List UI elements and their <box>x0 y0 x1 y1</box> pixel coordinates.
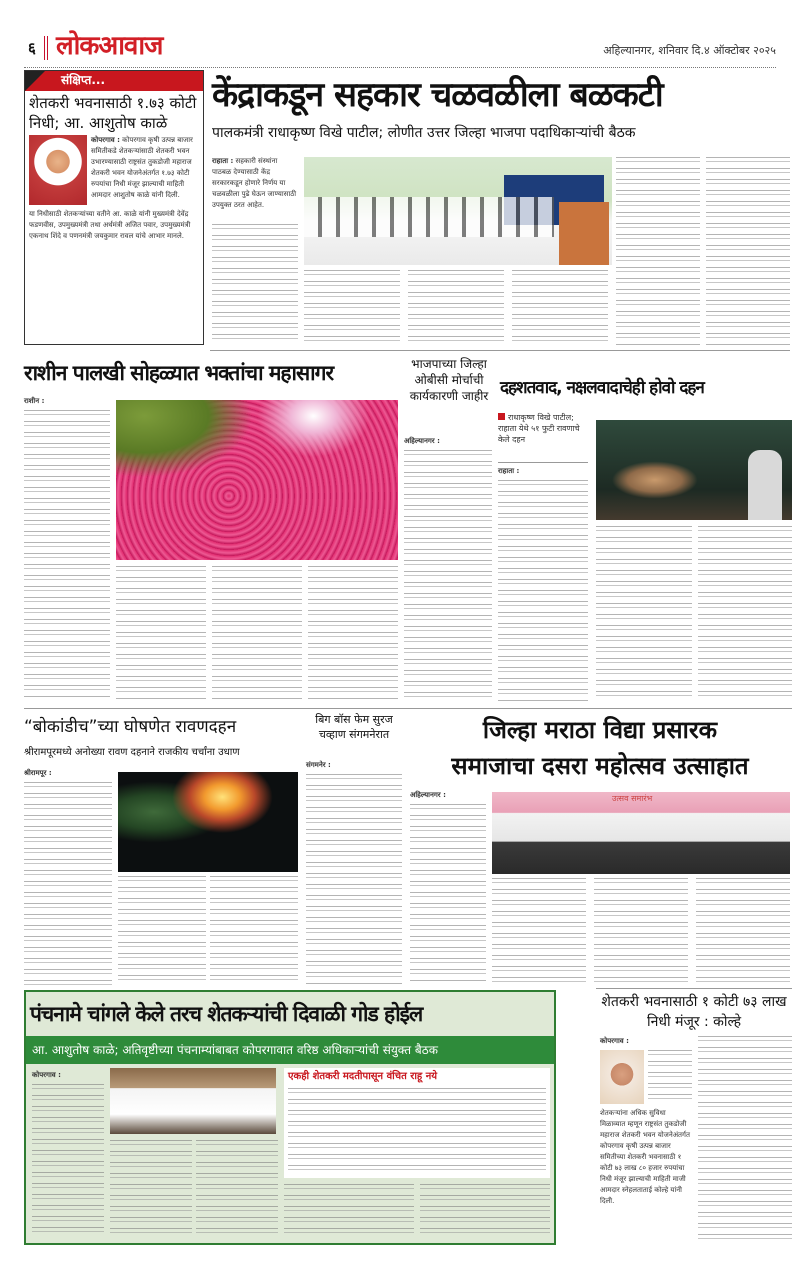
bokandi-column-2 <box>118 876 206 986</box>
rashin-column-3 <box>212 566 302 700</box>
masthead-divider <box>44 36 48 60</box>
panchnama-inset-title: एकही शेतकरी मदतीपासून वंचित राहू नये <box>288 1071 438 1082</box>
panchnama-inset <box>284 1068 550 1178</box>
panchnama-column-3 <box>196 1140 278 1237</box>
terror-column-1 <box>498 480 588 701</box>
obc-column <box>404 450 492 702</box>
page-number: ६ <box>28 39 36 57</box>
mla-photo <box>29 135 87 205</box>
bokandi-column-3 <box>210 876 298 986</box>
maratha-column-1 <box>410 804 486 984</box>
terror-photo-ravan <box>596 420 792 520</box>
panchnama-column-1 <box>32 1084 104 1237</box>
terror-dateline: राहाता : <box>498 467 520 475</box>
bokandi-dateline: श्रीरामपूर : <box>24 769 52 777</box>
panchnama-photo-meeting <box>110 1068 276 1134</box>
lead-column-5 <box>616 157 700 345</box>
lead-dateline: राहाता : <box>212 157 234 165</box>
terror-bullet: राधाकृष्ण विखे पाटील; राहाता येथे ५१ फुटी रावणाचे केले दहन <box>498 413 580 444</box>
panchnama-column-4 <box>284 1184 414 1238</box>
briefs-box <box>24 70 204 345</box>
maratha-headline-line2: समाजाचा दसरा महोत्सव उत्साहात <box>451 752 749 780</box>
kolhe-lead: शेतकऱ्यांना अधिक सुविधा मिळाव्यात म्हणून राष्ट्रसंत तुकडोजी महाराज शेतकरी भवन योजनेअंतर्गत कोपरगाव कृषी उत्पन्न बाजार समितीच्या शेतकरी भवनासाठी १ कोटी ७३ लाख ८० हजार रुपयांचा निधी मंजूर झाल्याची माहिती माजी आमदार स्नेहलताताई कोल्हे यांनी दिली. <box>600 1109 690 1205</box>
rashin-photo-crowd <box>116 400 398 560</box>
masthead-rule <box>24 67 776 68</box>
panchnama-column-2 <box>110 1140 192 1237</box>
rashin-column-1 <box>24 410 110 700</box>
rashin-column-4 <box>308 566 398 700</box>
bokandi-photo-fire <box>118 772 298 872</box>
maratha-dateline: अहिल्यानगर : <box>410 791 446 799</box>
bokandi-headline: “बोकांडीच”च्या घोषणेत रावणदहन <box>24 717 237 737</box>
middle-rule <box>24 708 792 709</box>
bokandi-subhead: श्रीरामपूरमध्ये अनोख्या रावण दहनाने राजकीय चर्चांना उधाण <box>24 747 240 758</box>
dateline: अहिल्यानगर, शनिवार दि.४ ऑक्टोबर २०२५ <box>603 44 776 57</box>
kolhe-top-rule <box>596 988 792 989</box>
lead-subhead: पालकमंत्री राधाकृष्ण विखे पाटील; लोणीत उत्तर जिल्हा भाजपा पदाधिकाऱ्यांची बैठक <box>212 125 636 141</box>
terror-bullet-rule <box>498 462 588 463</box>
maratha-column-2 <box>492 878 586 984</box>
bigboss-dateline: संगमनेर : <box>306 761 331 769</box>
kolhe-headline: शेतकरी भवनासाठी १ कोटी ७३ लाख निधी मंजूर : कोल्हे <box>601 994 787 1030</box>
kolhe-column-1 <box>648 1050 692 1104</box>
briefs-title: शेतकरी भवनासाठी १.७३ कोटी निधी; आ. आशुतोष काळे <box>29 94 197 132</box>
panchnama-subhead: आ. आशुतोष काळे; अतिवृष्टीच्या पंचनाम्यांबाबत कोपरगावात वरिष्ठ अधिकाऱ्यांची संयुक्त बैठक <box>26 1036 554 1064</box>
briefs-closing: या निधीसाठी शेतकऱ्यांच्या वतीने आ. काळे यांनी मुख्यमंत्री देवेंद्र फडणवीस, उपमुख्यमंत्री तथा अर्थमंत्री अजित पवार, उपमुख्यमंत्री एकनाथ शिंदे व पणनमंत्री जयकुमार रावल यांचे आभार मानले. <box>29 210 191 240</box>
bokandi-column-1 <box>24 782 112 985</box>
panchnama-inset-body <box>288 1088 546 1176</box>
panchnama-column-5 <box>420 1184 550 1238</box>
maratha-column-4 <box>696 878 790 984</box>
briefs-lead: कोपरगाव कृषी उत्पन्न बाजार समितीकडे शेतकऱ्यांसाठी शेतकरी भवन उभारण्यासाठी राष्ट्रसंत तुकडोजी महाराज शेतकरी भवन योजनेअंतर्गत १.७३ कोटी रुपयांचा निधी मंजूर झाल्याची माहिती आमदार आशुतोष काळे यांनी दिली. <box>91 136 193 199</box>
maratha-photo-stage <box>492 792 790 874</box>
panchnama-headline: पंचनामे चांगले केले तरच शेतकऱ्यांची दिवाळी गोड होईल <box>30 1002 423 1026</box>
lead-text: सहकारी संस्थांना पाठबळ देण्यासाठी केंद्र सरकारकडून होणारे निर्णय या चळवळीला पुढे घेऊन जाण्यासाठी उपयुक्त ठरत आहेत. <box>212 157 297 209</box>
obc-headline: भाजपाच्या जिल्हा ओबीसी मोर्चाची कार्यकारणी जाहीर <box>409 357 489 403</box>
maratha-photo-banner: उत्सव समारंभ <box>612 794 653 803</box>
lead-column-1 <box>212 224 298 345</box>
terror-column-3 <box>698 526 792 702</box>
maratha-column-3 <box>594 878 688 984</box>
bigboss-headline: बिग बॉस फेम सुरज चव्हाण संगमनेरात <box>315 713 393 741</box>
terror-headline: दहशतवाद, नक्षलवादाचेही होवो दहन <box>500 378 704 398</box>
panchnama-dateline: कोपरगाव : <box>32 1071 61 1079</box>
obc-dateline: अहिल्यानगर : <box>404 437 440 445</box>
maratha-headline-line1: जिल्हा मराठा विद्या प्रसारक <box>482 716 718 744</box>
lead-bottom-rule <box>210 350 790 351</box>
lead-headline: केंद्राकडून सहकार चळवळीला बळकटी <box>212 75 663 115</box>
lead-column-4 <box>512 270 608 345</box>
lead-photo-meeting <box>304 157 612 265</box>
kolhe-photo <box>600 1050 644 1104</box>
rashin-dateline: राशीन : <box>24 397 45 405</box>
briefs-dateline: कोपरगाव : <box>91 136 120 144</box>
briefs-tag: संक्षिप्त... <box>25 71 203 91</box>
newspaper-logo: लोकआवाज <box>56 31 163 61</box>
bigboss-column <box>306 774 402 986</box>
lead-column-6 <box>706 157 790 345</box>
kolhe-column-2 <box>698 1036 792 1242</box>
lead-column-2 <box>304 270 400 345</box>
rashin-headline: राशीन पालखी सोहळ्यात भक्तांचा महासागर <box>24 361 334 385</box>
terror-column-2 <box>596 526 692 702</box>
lead-column-3 <box>408 270 504 345</box>
bullet-marker <box>498 413 505 420</box>
rashin-column-2 <box>116 566 206 700</box>
kolhe-dateline: कोपरगाव : <box>600 1037 629 1045</box>
